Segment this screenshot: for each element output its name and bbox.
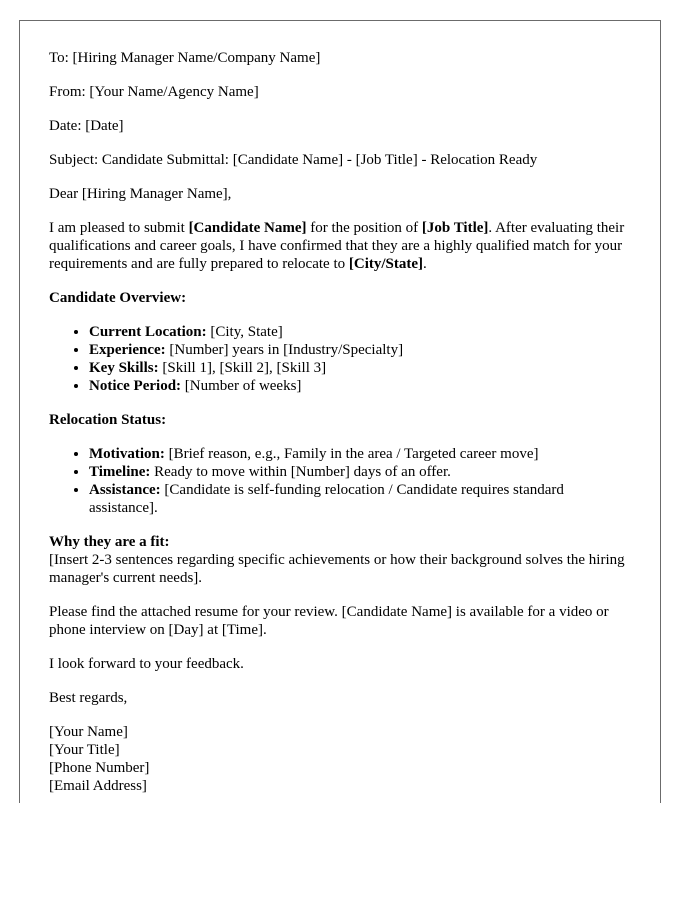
subject-line: Subject: Candidate Submittal: [Candidate Name] - [Job Title] - Relocation Ready bbox=[49, 152, 538, 168]
list-item bbox=[89, 323, 630, 341]
item-value: [Brief reason, e.g., Family in the area / Targeted career move] bbox=[164, 446, 539, 462]
date-line: Date: [Date] bbox=[49, 118, 124, 134]
signature-block bbox=[49, 723, 630, 795]
signature-phone: [Phone Number] bbox=[49, 760, 150, 776]
candidate-overview-list bbox=[49, 323, 630, 395]
fit-heading: Why they are a fit: bbox=[49, 534, 170, 550]
city-state-placeholder: [City/State] bbox=[348, 256, 424, 272]
intro-text-1: I am pleased to submit bbox=[49, 220, 189, 236]
to-line: To: [Hiring Manager Name/Company Name] bbox=[49, 50, 321, 66]
signature-email: [Email Address] bbox=[49, 778, 147, 794]
greeting: Dear [Hiring Manager Name], bbox=[49, 186, 232, 202]
intro-paragraph bbox=[49, 219, 630, 273]
closing-line: I look forward to your feedback. bbox=[49, 656, 244, 672]
relocation-status-list bbox=[49, 445, 630, 517]
list-item bbox=[89, 463, 630, 481]
signature-name: [Your Name] bbox=[49, 724, 128, 740]
job-title-placeholder: [Job Title] bbox=[421, 220, 489, 236]
sign-off: Best regards, bbox=[49, 690, 128, 706]
signature-title: [Your Title] bbox=[49, 742, 120, 758]
letter-document bbox=[19, 20, 661, 803]
item-label: Current Location: bbox=[89, 324, 207, 340]
list-item bbox=[89, 359, 630, 377]
fit-body: [Insert 2-3 sentences regarding specific achievements or how their background solves the hiring manager's current needs]. bbox=[49, 552, 625, 586]
item-label: Motivation: bbox=[89, 446, 165, 462]
list-item bbox=[89, 445, 630, 463]
item-value: [Candidate is self-funding relocation / Candidate requires standard assistance]. bbox=[89, 482, 564, 516]
item-value: [Number] years in [Industry/Specialty] bbox=[165, 342, 404, 358]
candidate-overview-heading: Candidate Overview: bbox=[49, 290, 187, 306]
item-label: Notice Period: bbox=[89, 378, 182, 394]
item-label: Key Skills: bbox=[89, 360, 159, 376]
candidate-name-placeholder: [Candidate Name] bbox=[188, 220, 307, 236]
list-item bbox=[89, 341, 630, 359]
from-line: From: [Your Name/Agency Name] bbox=[49, 84, 259, 100]
list-item bbox=[89, 481, 630, 517]
list-item bbox=[89, 377, 630, 395]
relocation-status-heading: Relocation Status: bbox=[49, 412, 167, 428]
item-label: Assistance: bbox=[89, 482, 161, 498]
item-value: [City, State] bbox=[206, 324, 283, 340]
attachment-paragraph: Please find the attached resume for your review. [Candidate Name] is available for a video or phone interview on [Day] at [Time]. bbox=[49, 604, 609, 638]
item-value: [Skill 1], [Skill 2], [Skill 3] bbox=[158, 360, 327, 376]
item-value: [Number of weeks] bbox=[181, 378, 302, 394]
intro-text-4: . bbox=[423, 256, 427, 272]
fit-section bbox=[49, 533, 630, 587]
item-value: Ready to move within [Number] days of an offer. bbox=[150, 464, 451, 480]
intro-text-3: . After evaluating their qualifications and career goals, I have confirmed that they are a highly qualified match for your requirements and are fully prepared to relocate to bbox=[49, 220, 625, 272]
item-label: Timeline: bbox=[89, 464, 151, 480]
intro-text-2: for the position of bbox=[306, 220, 422, 236]
item-label: Experience: bbox=[89, 342, 166, 358]
